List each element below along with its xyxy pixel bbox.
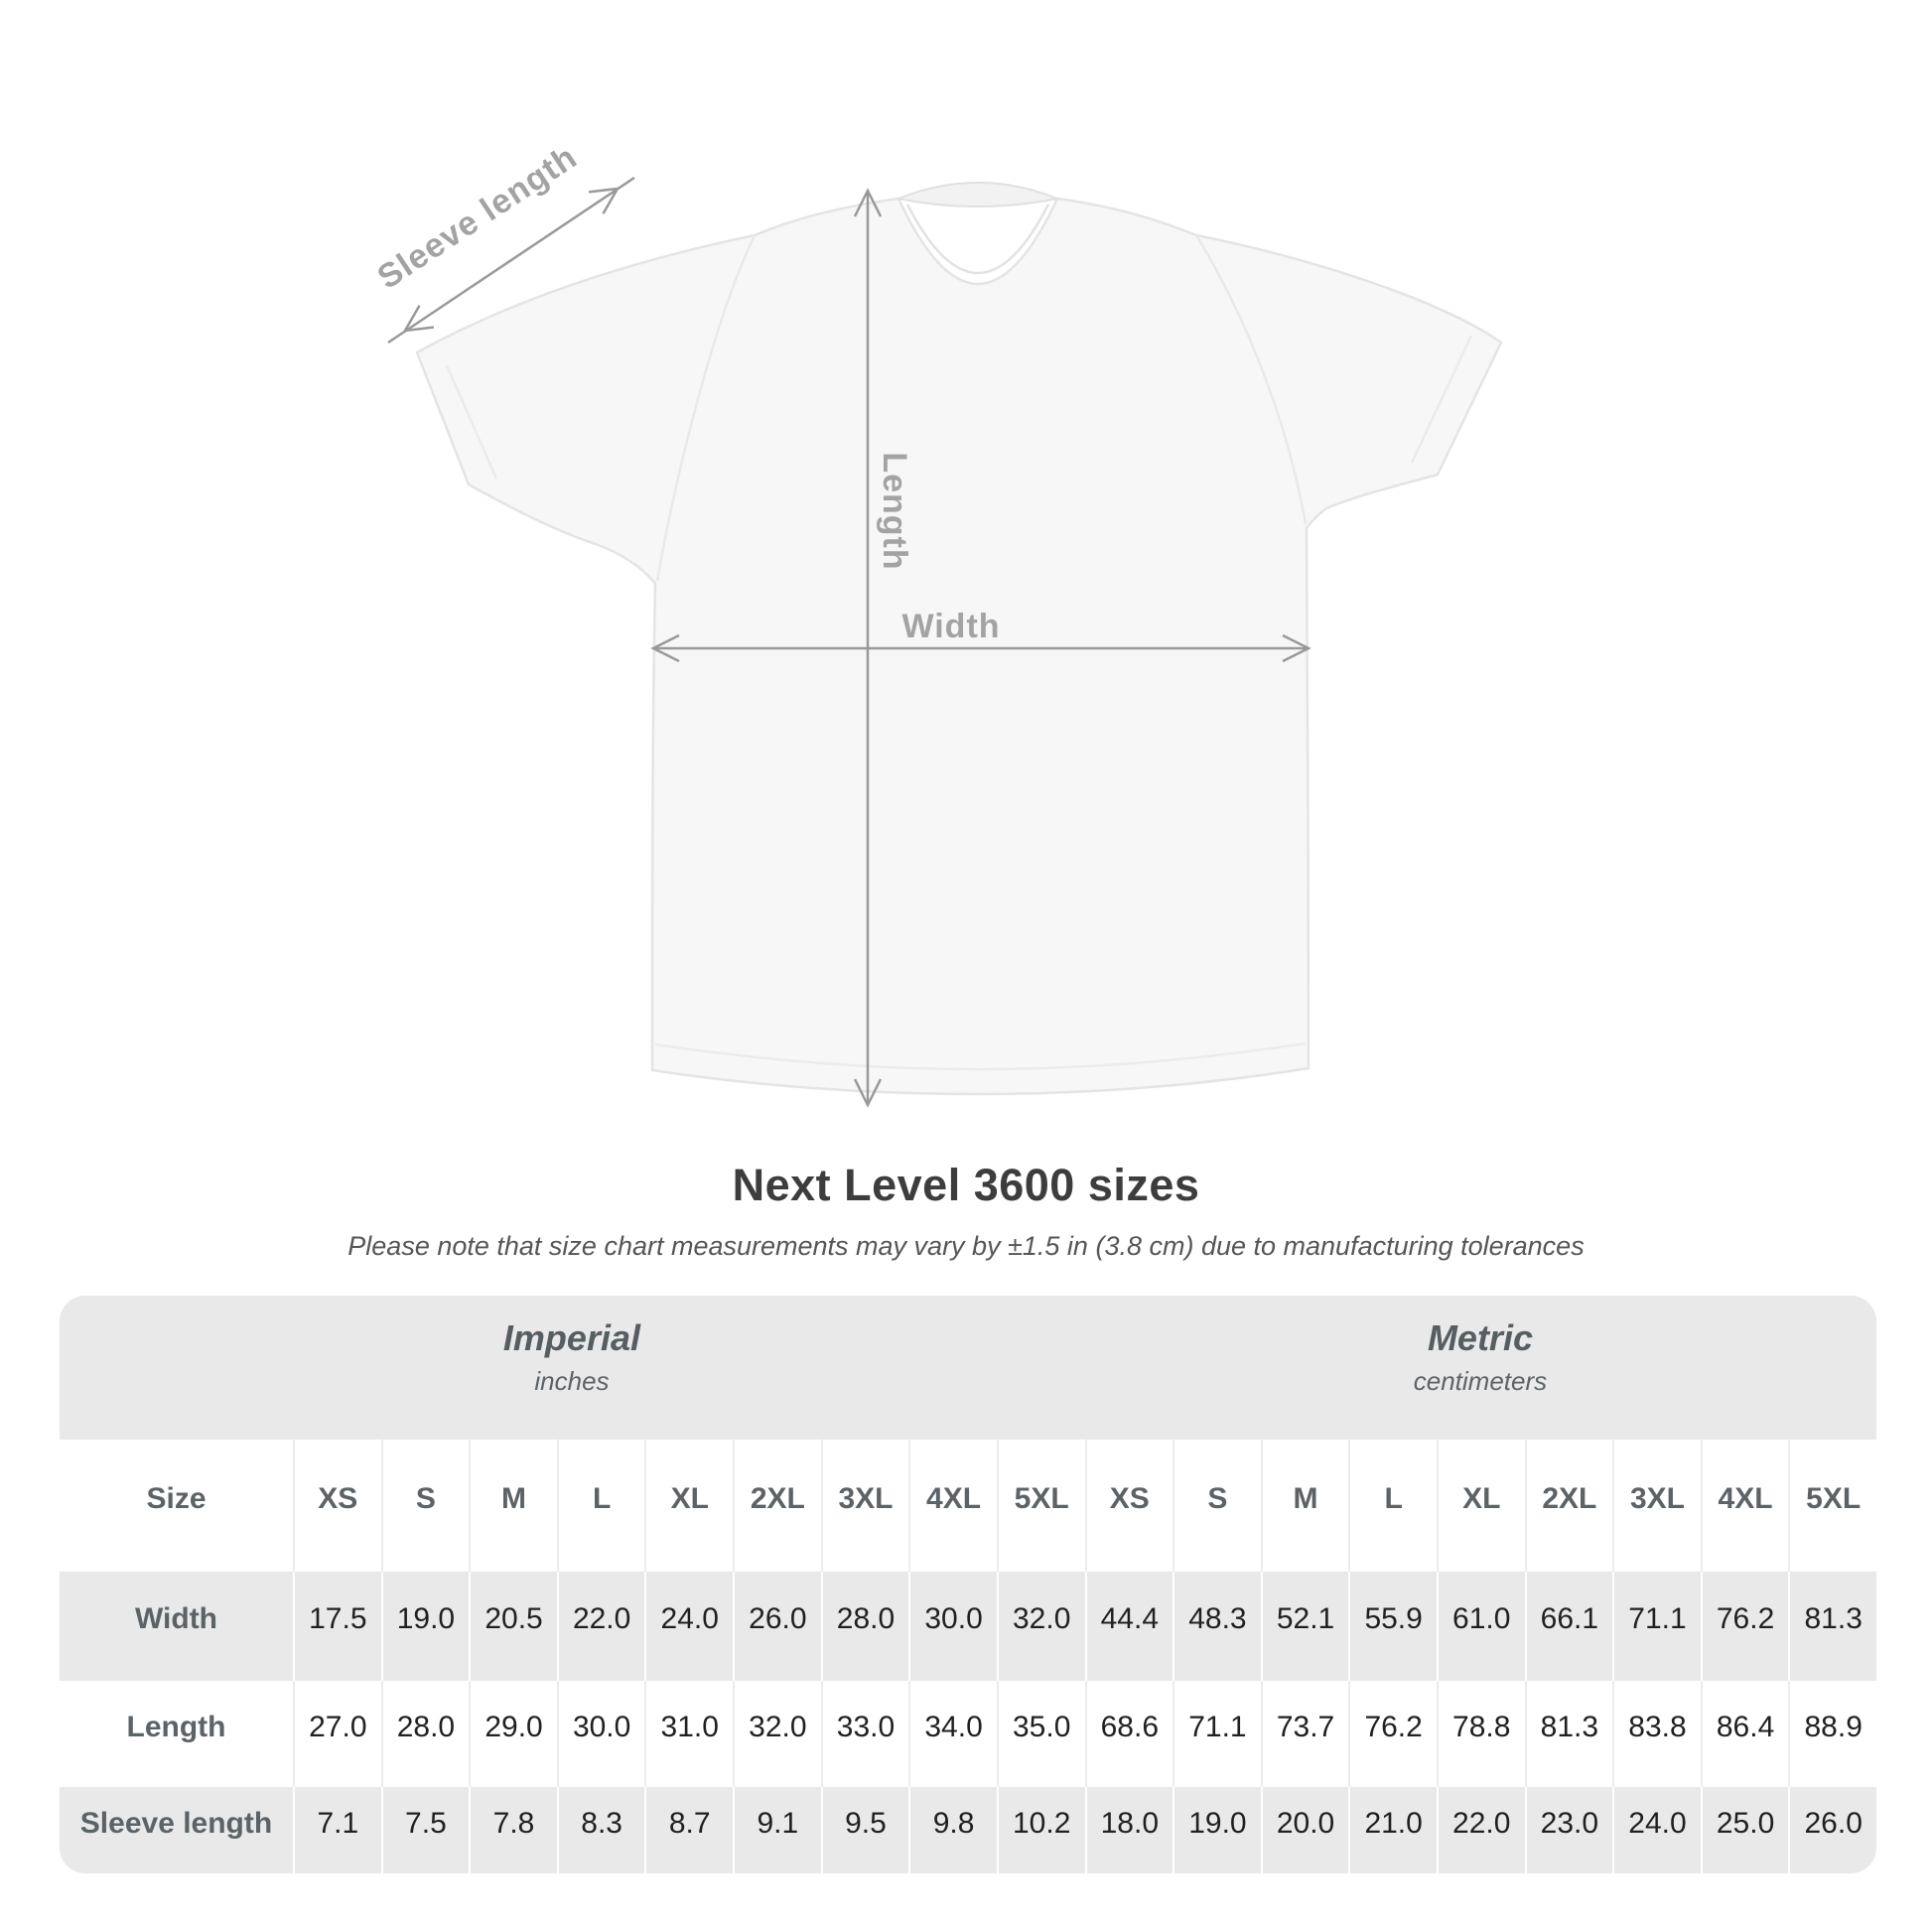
table-cell: 30.0 <box>908 1572 997 1681</box>
metric-label: Metric <box>1427 1317 1533 1358</box>
tshirt-outline <box>417 199 1501 1094</box>
table-cell: 27.0 <box>293 1681 381 1787</box>
table-cell: 26.0 <box>1788 1787 1876 1873</box>
table-cell: 81.3 <box>1525 1681 1613 1787</box>
table-cell: 9.1 <box>733 1787 821 1873</box>
table-cell: 9.8 <box>908 1787 997 1873</box>
table-cell: 25.0 <box>1701 1787 1789 1873</box>
table-cell: 78.8 <box>1437 1681 1525 1787</box>
table-cell: 17.5 <box>293 1572 381 1681</box>
table-cell: 9.5 <box>821 1787 909 1873</box>
table-cell: 28.0 <box>381 1681 470 1787</box>
sleeve-length-label: Sleeve length <box>370 137 585 297</box>
table-cell: 19.0 <box>381 1572 470 1681</box>
table-cell: 8.7 <box>644 1787 733 1873</box>
length-label: Length <box>876 452 913 571</box>
table-cell: 21.0 <box>1348 1787 1437 1873</box>
table-cell: 26.0 <box>733 1572 821 1681</box>
size-chart-table <box>60 1296 1876 1873</box>
size-header: S <box>1173 1440 1261 1572</box>
table-cell: 31.0 <box>644 1681 733 1787</box>
imperial-label: Imperial <box>502 1317 640 1358</box>
table-cell: 20.5 <box>469 1572 557 1681</box>
size-header: XL <box>1437 1440 1525 1572</box>
table-cell: 55.9 <box>1348 1572 1437 1681</box>
corner-header: Size <box>60 1440 293 1572</box>
table-cell: 23.0 <box>1525 1787 1613 1873</box>
table-cell: 24.0 <box>1612 1787 1701 1873</box>
table-cell: 81.3 <box>1788 1572 1876 1681</box>
size-header: 5XL <box>997 1440 1085 1572</box>
table-cell: 86.4 <box>1701 1681 1789 1787</box>
table-cell: 71.1 <box>1612 1572 1701 1681</box>
size-header: 5XL <box>1788 1440 1876 1572</box>
tolerance-note: Please note that size chart measurements may vary by ±1.5 in (3.8 cm) due to manufacturing tolerances <box>347 1231 1585 1261</box>
size-header: XS <box>1085 1440 1173 1572</box>
size-header: 2XL <box>733 1440 821 1572</box>
table-cell: 19.0 <box>1173 1787 1261 1873</box>
size-header: 3XL <box>1612 1440 1701 1572</box>
table-cell: 24.0 <box>644 1572 733 1681</box>
metric-header <box>1084 1296 1876 1440</box>
table-cell: 32.0 <box>733 1681 821 1787</box>
table-cell: 83.8 <box>1612 1681 1701 1787</box>
page-title: Next Level 3600 sizes <box>732 1160 1200 1210</box>
table-cell: 33.0 <box>821 1681 909 1787</box>
table-cell: 7.8 <box>469 1787 557 1873</box>
size-header: 4XL <box>908 1440 997 1572</box>
table-cell: 44.4 <box>1085 1572 1173 1681</box>
size-header: M <box>1261 1440 1349 1572</box>
size-header: XS <box>293 1440 381 1572</box>
table-cell: 61.0 <box>1437 1572 1525 1681</box>
row-label-sleeve-length: Sleeve length <box>60 1787 293 1873</box>
table-cell: 68.6 <box>1085 1681 1173 1787</box>
size-header: 4XL <box>1701 1440 1789 1572</box>
table-cell: 34.0 <box>908 1681 997 1787</box>
size-grid <box>60 1440 1876 1873</box>
size-header: 3XL <box>821 1440 909 1572</box>
table-cell: 7.5 <box>381 1787 470 1873</box>
table-cell: 35.0 <box>997 1681 1085 1787</box>
unit-header-band <box>60 1296 1876 1440</box>
table-cell: 32.0 <box>997 1572 1085 1681</box>
size-header: L <box>1348 1440 1437 1572</box>
size-header: S <box>381 1440 470 1572</box>
size-header: 2XL <box>1525 1440 1613 1572</box>
table-cell: 30.0 <box>557 1681 645 1787</box>
table-cell: 20.0 <box>1261 1787 1349 1873</box>
imperial-unit: inches <box>534 1366 610 1396</box>
row-label-width: Width <box>60 1572 293 1681</box>
table-cell: 76.2 <box>1348 1681 1437 1787</box>
table-cell: 22.0 <box>557 1572 645 1681</box>
table-cell: 8.3 <box>557 1787 645 1873</box>
imperial-header <box>60 1296 1084 1440</box>
table-cell: 73.7 <box>1261 1681 1349 1787</box>
size-header: XL <box>644 1440 733 1572</box>
table-cell: 66.1 <box>1525 1572 1613 1681</box>
table-cell: 22.0 <box>1437 1787 1525 1873</box>
table-cell: 52.1 <box>1261 1572 1349 1681</box>
size-header: L <box>557 1440 645 1572</box>
table-cell: 76.2 <box>1701 1572 1789 1681</box>
table-cell: 71.1 <box>1173 1681 1261 1787</box>
table-cell: 28.0 <box>821 1572 909 1681</box>
table-cell: 88.9 <box>1788 1681 1876 1787</box>
row-label-length: Length <box>60 1681 293 1787</box>
width-label: Width <box>901 608 1001 645</box>
table-cell: 7.1 <box>293 1787 381 1873</box>
collar-back <box>898 183 1057 207</box>
size-header: M <box>469 1440 557 1572</box>
metric-unit: centimeters <box>1413 1366 1548 1396</box>
table-cell: 10.2 <box>997 1787 1085 1873</box>
table-cell: 29.0 <box>469 1681 557 1787</box>
table-cell: 18.0 <box>1085 1787 1173 1873</box>
table-cell: 48.3 <box>1173 1572 1261 1681</box>
